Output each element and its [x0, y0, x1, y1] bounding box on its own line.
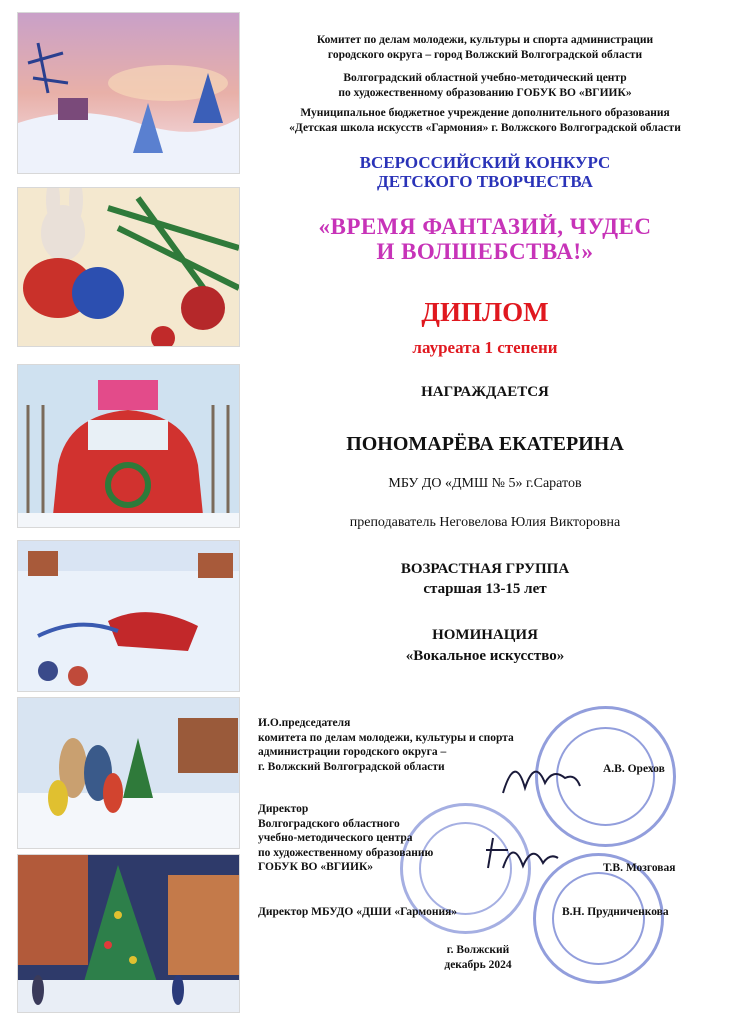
- diploma-title: ДИПЛОМ: [421, 297, 549, 327]
- s2-line4: по художественному образованию: [258, 846, 434, 859]
- s1-line4: г. Волжский Волгоградской области: [258, 760, 445, 773]
- organizer-center: [250, 71, 720, 101]
- s2-line5: ГОБУК ВО «ВГИИК»: [258, 861, 374, 873]
- signature-block-center: [258, 802, 433, 875]
- footer-place-date: [433, 943, 523, 972]
- contest-name-line2: И ВОЛШЕБСТВА!»: [376, 239, 594, 264]
- laureate-degree: лауреата 1 степени: [412, 338, 558, 357]
- awarded-label: НАГРАЖДАЕТСЯ: [421, 384, 549, 400]
- footer-city: г. Волжский: [446, 944, 510, 956]
- contest-name-line1: «ВРЕМЯ ФАНТАЗИЙ, ЧУДЕС: [318, 214, 652, 239]
- footer-date: декабрь 2024: [444, 958, 512, 971]
- signature-mozgovaya: [478, 828, 563, 888]
- signature-block-school: Директор МБУДО «ДШИ «Гармония»: [258, 906, 458, 918]
- artwork-red-car: [17, 364, 240, 528]
- s2-line2: Волгоградского областного: [258, 817, 400, 830]
- org2-line1: Волгоградский областной учебно-методический центр: [343, 72, 627, 84]
- artwork-village-family: [17, 697, 240, 849]
- signature-block-committee: [258, 716, 514, 774]
- nomination-label: НОМИНАЦИЯ: [432, 627, 538, 643]
- contest-title-line2: ДЕТСКОГО ТВОРЧЕСТВА: [377, 172, 593, 191]
- signer-mozgovaya: Т.В. Мозговая: [603, 862, 676, 874]
- org2-line2: по художественному образованию ГОБУК ВО «ВГИИК»: [338, 87, 632, 99]
- contest-title-line1: ВСЕРОССИЙСКИЙ КОНКУРС: [359, 153, 611, 172]
- s1-line3: администрации городского округа –: [258, 746, 447, 758]
- contest-name: [250, 214, 720, 264]
- nomination-value: «Вокальное искусство»: [405, 648, 565, 664]
- org3-line1: Муниципальное бюджетное учреждение дополнительного образования: [300, 107, 670, 119]
- artwork-sleigh: [17, 540, 240, 692]
- organizer-committee: [250, 33, 720, 63]
- org1-line1: Комитет по делам молодежи, культуры и спорта администрации: [316, 34, 654, 46]
- s2-line1: Директор: [258, 803, 309, 815]
- teacher-name: преподаватель Неговелова Юлия Викторовна: [349, 515, 621, 530]
- artwork-winter-sunset: [17, 12, 240, 174]
- s1-line2: комитета по делам молодежи, культуры и спорта: [258, 731, 514, 744]
- age-group-value: старшая 13-15 лет: [423, 581, 547, 597]
- recipient-name: ПОНОМАРЁВА ЕКАТЕРИНА: [346, 433, 624, 455]
- artwork-christmas-tree-street: [17, 854, 240, 1013]
- contest-title: [250, 153, 720, 191]
- signer-orekhov: А.В. Орехов: [603, 763, 665, 775]
- artwork-bunny-ornaments: [17, 187, 240, 347]
- organizer-school: [250, 106, 720, 136]
- school-name: МБУ ДО «ДМШ № 5» г.Саратов: [388, 476, 582, 491]
- age-group-label: ВОЗРАСТНАЯ ГРУППА: [400, 561, 570, 577]
- s2-line3: учебно-методического центра: [258, 832, 413, 844]
- signer-prudnichenkova: В.Н. Прудниченкова: [562, 906, 669, 918]
- org1-line2: городского округа – город Волжский Волгоградской области: [327, 49, 643, 61]
- s1-line1: И.О.председателя: [258, 717, 351, 729]
- org3-line2: «Детская школа искусств «Гармония» г. Волжского Волгоградской области: [289, 122, 681, 134]
